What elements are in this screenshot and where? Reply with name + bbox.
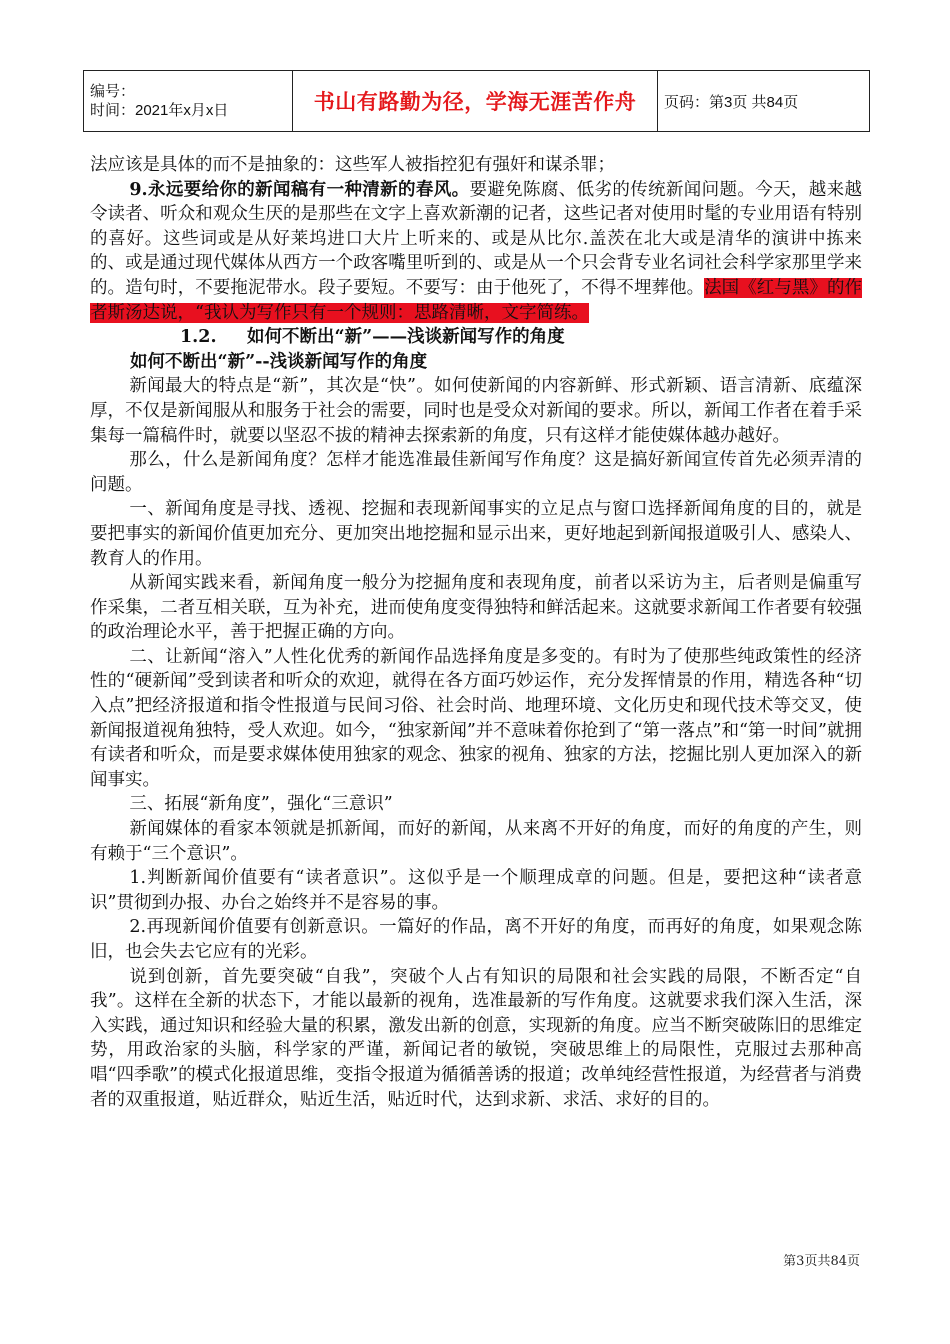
paragraph: 新闻媒体的看家本领就是抓新闻，而好的新闻，从来离不开好的角度，而好的角度的产生，则有赖于“三个意识”。: [90, 819, 862, 864]
paragraph: 2.再现新闻价值要有创新意识。一篇好的作品，离不开好的角度，而再好的角度，如果观念陈旧，也会失去它应有的光彩。: [90, 917, 862, 962]
paragraph: 三、拓展“新角度”，强化“三意识”: [129, 794, 393, 815]
header-table: [83, 70, 870, 132]
rule-heading: 9.永远要给你的新闻稿有一种清新的春风。: [129, 179, 470, 200]
paragraph: [90, 178, 862, 326]
page-footer: 第3页共84页: [783, 1254, 860, 1269]
number-label: 编号：: [90, 83, 136, 100]
paragraph: 从新闻实践来看，新闻角度一般分为挖掘角度和表现角度，前者以采访为主，后者则是偏重写作采集，二者互相关联，互为补充，进而使角度变得独特和鲜活起来。这就要求新闻工作者要有较强的政治理论水平，善于把握正确的方向。: [90, 573, 862, 643]
paragraph: 二、让新闻“溶入”人性化优秀的新闻作品选择角度是多变的。有时为了使那些纯政策性的经济性的“硬新闻”受到读者和听众的欢迎，就得在各方面巧妙运作，充分发挥情景的作用，精选各种“切入点”把经济报道和指令性报道与民间习俗、社会时尚、地理环境、文化历史和现代技术等交叉，使新闻报道视角独特，受人欢迎。如今，“独家新闻”并不意味着你抢到了“第一落点”和“第一时间”就拥有读者和听众，而是要求媒体使用独家的观念、独家的视角、独家的方法，挖掘比别人更加深入的新闻事实。: [90, 646, 862, 790]
section-number: 1.2.: [180, 327, 217, 348]
document-body: [90, 153, 862, 1112]
paragraph: 一、新闻角度是寻找、透视、挖掘和表现新闻事实的立足点与窗口选择新闻角度的目的，就是要把事实的新闻价值更加充分、更加突出地挖掘和显示出来，更好地起到新闻报道吸引人、感染人、教育人的作用。: [90, 499, 862, 569]
header-motto: 书山有路勤为径，学海无涯苦作舟: [293, 71, 658, 132]
paragraph: 说到创新，首先要突破“自我”，突破个人占有知识的局限和社会实践的局限，不断否定“自我”。这样在全新的状态下，才能以最新的视角，选准最新的写作角度。这就要求我们深入生活，深入实践，通过知识和经验大量的积累，激发出新的创意，实现新的角度。应当不断突破陈旧的思维定势，用政治家的头脑，科学家的严谨，新闻记者的敏锐，突破思维上的局限性，克服过去那种高唱“四季歌”的模式化报道思维，变指令报道为循循善诱的报道；改单纯经营性报道，为经营者与消费者的双重报道，贴近群众，贴近生活，贴近时代，达到求新、求活、求好的目的。: [90, 966, 862, 1110]
time-label: 时间：2021年x月x日: [90, 102, 229, 119]
section-title: 如何不断出“新”——浅谈新闻写作的角度: [247, 327, 565, 348]
section-heading: [90, 325, 862, 350]
paragraph: 1.判断新闻价值要有“读者意识”。这似乎是一个顺理成章的问题。但是，要把这种“读者意识”贯彻到办报、办台之始终并不是容易的事。: [90, 868, 862, 913]
paragraph-text: 要避免陈腐、低劣的传统新闻问题。今天，越来越令读者、听众和观众生厌的是那些在文字上喜欢新潮的记者，这些记者对使用时髦的专业用语有特别的喜好。这些词或是从好莱坞进口大片上听来的、或是从比尔.盖茨在北大或是清华的演讲中拣来的、或是通过现代媒体从西方一个政客嘴里听到的、或是从一个只会背专业名词社会科学家那里学来的。造句时，不要拖泥带水。段子要短。不要写：由于他死了，不得不埋葬他。: [90, 179, 862, 298]
paragraph: 新闻最大的特点是“新”，其次是“快”。如何使新闻的内容新鲜、形式新颖、语言清新、底蕴深厚，不仅是新闻服从和服务于社会的需要，同时也是受众对新闻的要求。所以，新闻工作者在着手采集每一篇稿件时，就要以坚忍不拔的精神去探索新的角度，只有这样才能使媒体越办越好。: [90, 376, 862, 446]
header-page-label: 页码：第3页 共84页: [658, 71, 870, 132]
paragraph: 那么，什么是新闻角度？怎样才能选准最佳新闻写作角度？这是搞好新闻宣传首先必须弄清的问题。: [90, 450, 862, 495]
highlighted-quote: 法国《红与黑》的作者斯汤达说，“我认为写作只有一个规则：思路清晰，文字简练。: [90, 277, 863, 323]
header-meta-cell: [84, 71, 293, 132]
subsection-heading: 如何不断出“新”--浅谈新闻写作的角度: [130, 351, 428, 372]
paragraph: 法应该是具体的而不是抽象的：这些军人被指控犯有强奸和谋杀罪；: [90, 155, 615, 175]
